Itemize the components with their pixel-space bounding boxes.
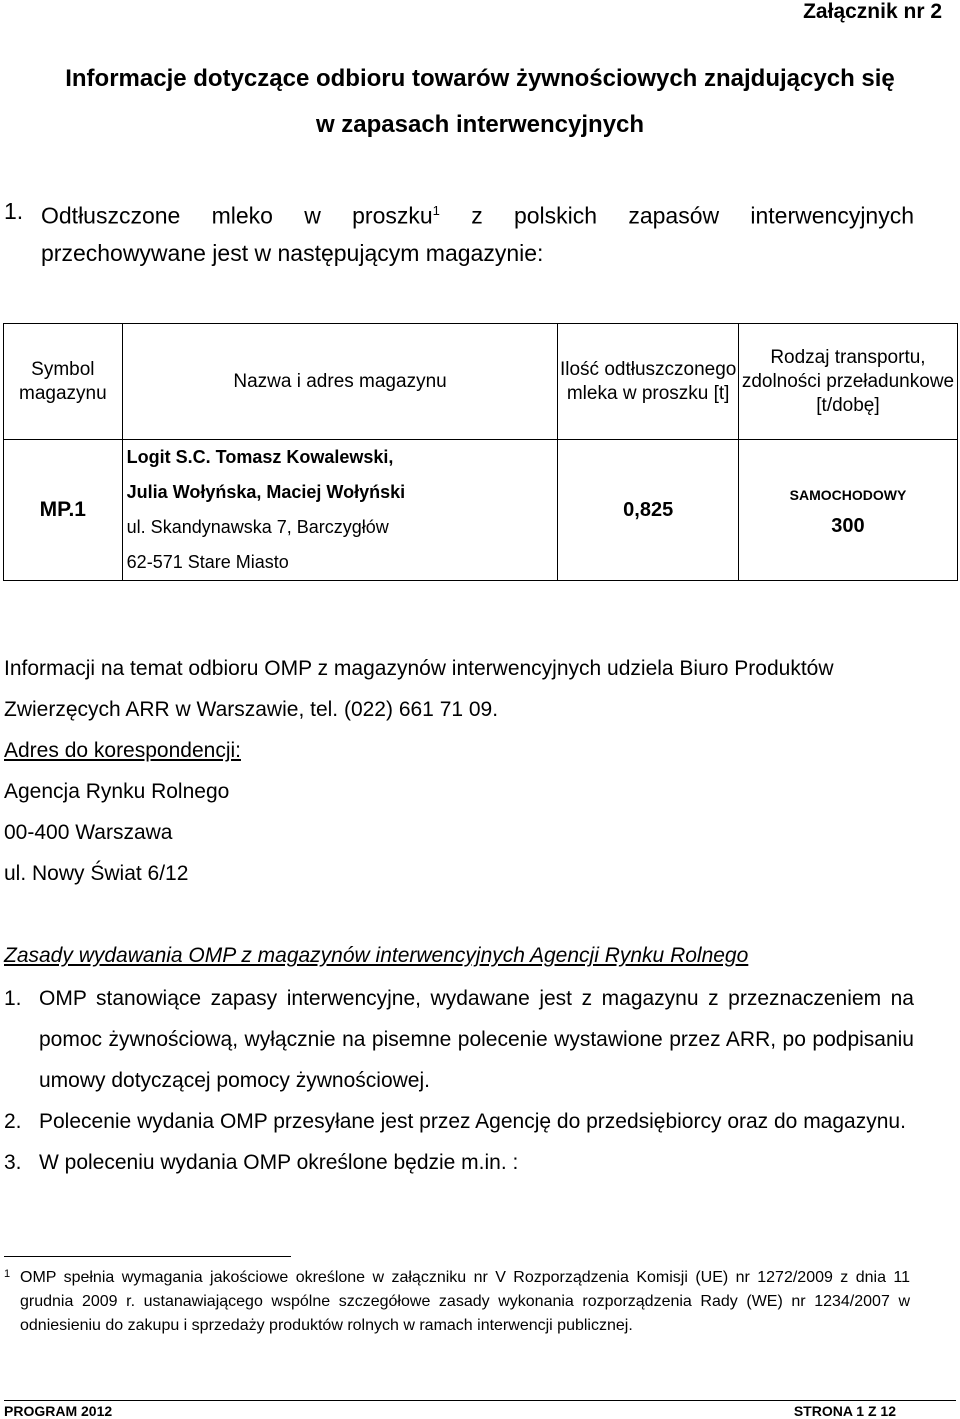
- rules-list: [4, 978, 914, 1183]
- section-1-line2: przechowywane jest w następującym magazynie:: [41, 240, 544, 266]
- warehouse-quantity: 0,825: [558, 440, 739, 581]
- list-item-text: OMP stanowiące zapasy interwencyjne, wydawane jest z magazynu z przeznaczeniem na pomoc żywnościową, wyłącznie na pisemne polecenie wystawione przez ARR, po podpisaniu umowy dotyczącej pomocy żywnościowej.: [39, 987, 914, 1092]
- info-line1: Informacji na temat odbioru OMP z magazynów interwencyjnych udziela Biuro Produktów: [4, 657, 834, 680]
- warehouse-name-line2: Julia Wołyńska, Maciej Wołyński: [126, 482, 406, 502]
- list-item: [4, 978, 914, 1101]
- warehouse-symbol: MP.1: [4, 440, 123, 581]
- footnote-ref[interactable]: 1: [432, 203, 440, 218]
- warehouse-address-line1: ul. Skandynawska 7, Barczygłów: [126, 517, 389, 537]
- section-1-line1: [41, 190, 914, 237]
- table-row: [4, 440, 958, 581]
- footer-separator: [4, 1400, 956, 1401]
- correspondence-label: Adres do korespondencji:: [4, 739, 241, 762]
- transport-type: SAMOCHODOWY: [789, 486, 907, 503]
- table-header-row: [4, 324, 958, 440]
- rules-heading: Zasady wydawania OMP z magazynów interwencyjnych Agencji Rynku Rolnego: [4, 944, 749, 967]
- footnote-text: OMP spełnia wymagania jakościowe określone w załączniku nr V Rozporządzenia Komisji (UE) nr 1272/2009 z dnia 11 grudnia 2009 r. ustanawiającego wspólne szczegółowe zasady wykonania rozporządzenia Rady (WE) nr 1234/2007 w odniesieniu do zakupu i sprzedaży produktów rolnych w ramach interwencji publicznej.: [20, 1269, 910, 1334]
- header-symbol: Symbol magazynu: [4, 324, 123, 440]
- footer-program: PROGRAM 2012: [4, 1403, 113, 1419]
- header-quantity: Ilość odtłuszczonego mleka w proszku [t]: [558, 324, 739, 440]
- header-transport: Rodzaj transportu, zdolności przeładunkowe [t/dobę]: [738, 324, 957, 440]
- annex-label: Załącznik nr 2: [803, 0, 942, 23]
- footnote: [4, 1266, 910, 1338]
- list-item-number: 3.: [4, 1151, 22, 1174]
- list-item: [4, 1142, 914, 1183]
- footer-page-number: STRONA 1 Z 12: [793, 1403, 896, 1419]
- footnote-separator: [4, 1256, 291, 1257]
- contact-info: [4, 648, 959, 894]
- list-item-text: W poleceniu wydania OMP określone będzie m.in. :: [39, 1151, 519, 1174]
- warehouse-name-line1: Logit S.C. Tomasz Kowalewski,: [126, 447, 394, 467]
- list-item-text: Polecenie wydania OMP przesyłane jest przez Agencję do przedsiębiorcy oraz do magazynu.: [39, 1110, 906, 1133]
- address-line1: Agencja Rynku Rolnego: [4, 780, 230, 803]
- warehouse-address-line2: 62-571 Stare Miasto: [126, 552, 289, 572]
- info-line2: Zwierzęcych ARR w Warszawie, tel. (022) 661 71 09.: [4, 698, 499, 721]
- list-item: [4, 1101, 914, 1142]
- warehouse-transport-cell: [738, 440, 957, 581]
- address-line3: ul. Nowy Świat 6/12: [4, 862, 189, 885]
- section-1-number: 1.: [4, 198, 24, 224]
- document-title-line2: w zapasach interwencyjnych: [315, 111, 645, 138]
- list-item-number: 2.: [4, 1110, 22, 1133]
- address-line2: 00-400 Warszawa: [4, 821, 173, 844]
- footnote-marker: 1: [4, 1268, 11, 1280]
- document-title-line1: Informacje dotyczące odbioru towarów żywnościowych znajdujących się: [65, 65, 895, 92]
- section-1-text-cont: z polskich zapasów interwencyjnych: [471, 202, 915, 229]
- section-1-text: Odtłuszczone mleko w proszku: [41, 202, 433, 229]
- list-item-number: 1.: [4, 987, 22, 1010]
- section-1: [4, 190, 914, 274]
- warehouse-table: [3, 323, 958, 581]
- transport-capacity: 300: [831, 514, 865, 537]
- warehouse-address-cell: [122, 440, 558, 581]
- header-name: Nazwa i adres magazynu: [122, 324, 558, 440]
